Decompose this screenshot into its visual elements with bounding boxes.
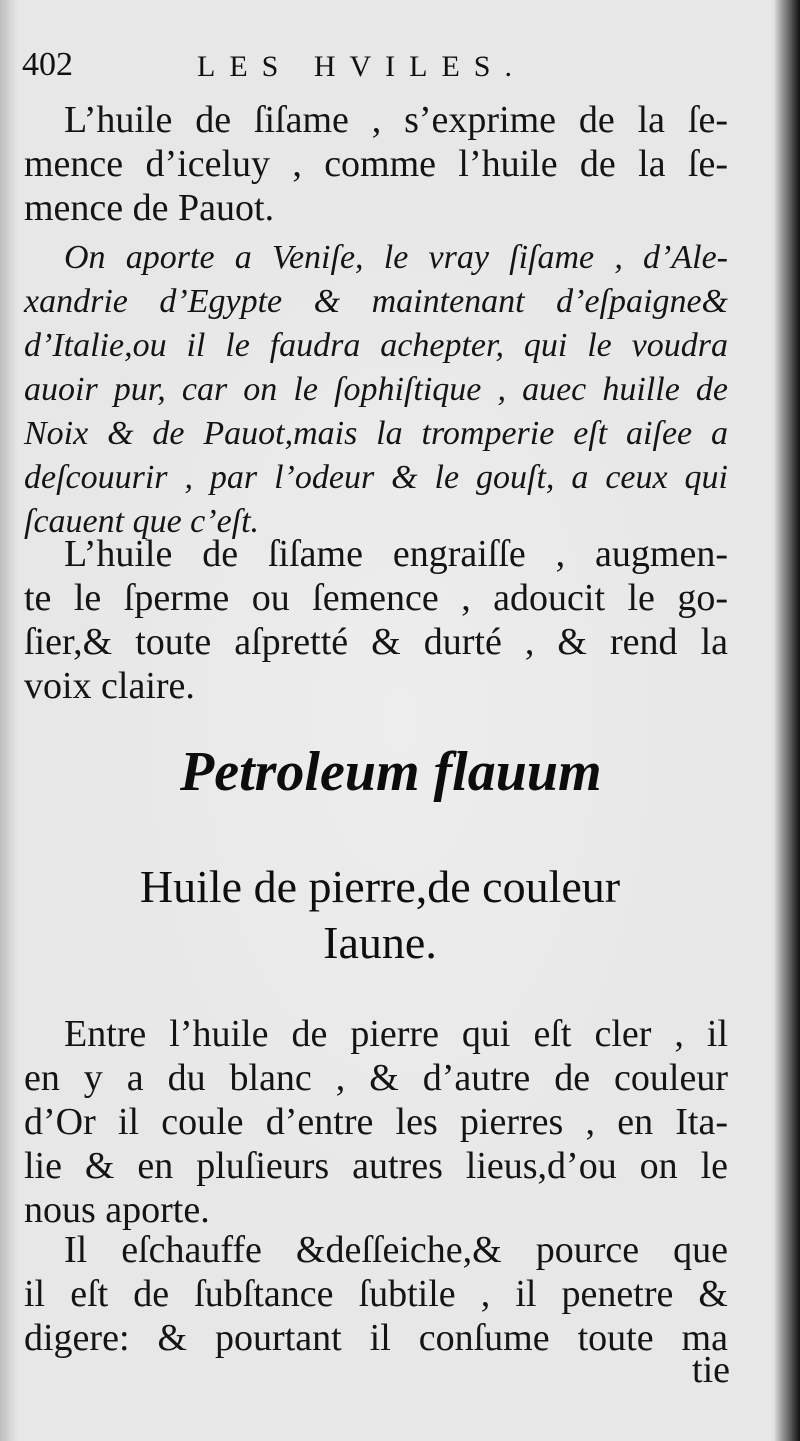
page-number: 402 [22,46,73,83]
text-line: te le ſperme ou ſemence , adoucit le go- [24,577,728,619]
text-line: Il eſchauffe &deſſeiche,& pource que [64,1229,728,1271]
text-line: mence de Pauot. [24,187,275,229]
italic-line: d’Italie,ou il le faudra achepter, qui le voudra [24,327,728,364]
text-line: il eſt de ſubſtance ſubtile , il penetre & [24,1273,728,1315]
italic-line: xandrie d’Egypte & maintenant d’eſpaigne& [24,283,728,320]
text-line: mence d’iceluy , comme l’huile de la ſe- [24,143,728,185]
running-title: LES HVILES. [197,50,526,83]
italic-line: On aporte a Veniſe, le vray ſiſame , d’Ale- [64,239,728,276]
text-line: digere: & pourtant il conſume toute ma [24,1317,728,1359]
italic-line: ſcauent que c’eſt. [24,503,260,540]
italic-line: Noix & de Pauot,mais la tromperie eſt aiſee a [24,415,728,452]
text-line: L’huile de ſiſame , s’exprime de la ſe- [64,99,728,141]
text-line: en y a du blanc , & d’autre de couleur [24,1057,728,1099]
italic-line: auoir pur, car on le ſophiſtique , auec huille de [24,371,728,408]
page-edge-shadow [774,0,800,1441]
text-line: nous aporte. [24,1189,210,1231]
text-line: voix claire. [24,665,195,707]
section-heading-latin: Petroleum flauum [180,741,602,803]
text-line: Entre l’huile de pierre qui eſt cler , il [64,1013,728,1055]
text-line: lie & en pluſieurs autres lieus,d’ou on le [24,1145,728,1187]
text-line: L’huile de ſiſame engraiſſe , augmen- [64,533,728,575]
catchword: tie [692,1349,730,1391]
page-header [22,46,762,88]
text-line: ſier,& toute aſpretté & durté , & rend la [24,621,728,663]
text-line: d’Or il coule d’entre les pierres , en Ita- [24,1101,728,1143]
italic-line: deſcouurir , par l’odeur & le gouſt, a ceux qui [24,459,728,496]
section-heading-french: Iaune. [323,917,437,968]
section-heading-french: Huile de pierre,de couleur [139,861,621,912]
